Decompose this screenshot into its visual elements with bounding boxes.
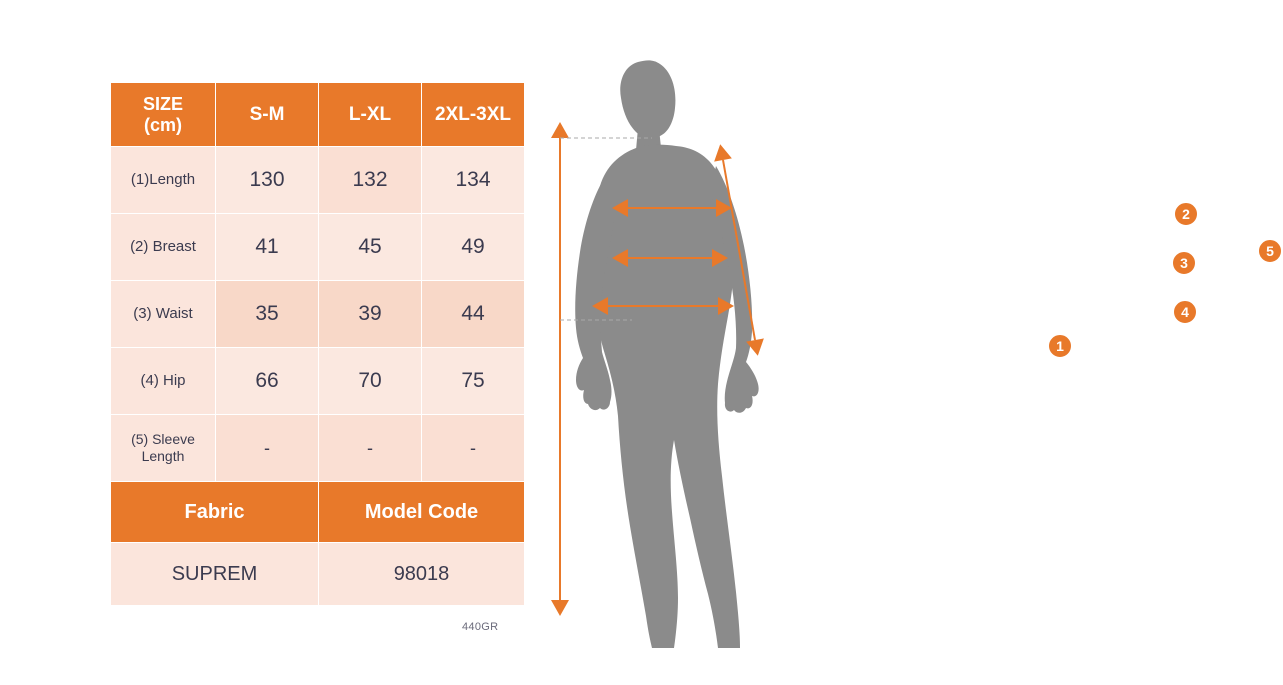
cell-hip-sm: 66 bbox=[216, 348, 319, 415]
badge-1-length: 1 bbox=[1047, 333, 1073, 359]
cell-sleeve-sm: - bbox=[216, 415, 319, 482]
cell-length-2xl3xl: 134 bbox=[422, 147, 525, 214]
size-table bbox=[110, 82, 525, 606]
row-label-length: (1)Length bbox=[111, 147, 216, 214]
cell-length-sm: 130 bbox=[216, 147, 319, 214]
cell-waist-sm: 35 bbox=[216, 281, 319, 348]
badge-3-waist: 3 bbox=[1171, 250, 1197, 276]
cell-waist-2xl3xl: 44 bbox=[422, 281, 525, 348]
cell-sleeve-2xl3xl: - bbox=[422, 415, 525, 482]
value-model-code: 98018 bbox=[319, 543, 525, 606]
row-label-breast: (2) Breast bbox=[111, 214, 216, 281]
table-row bbox=[111, 415, 525, 482]
header-model-code: Model Code bbox=[319, 482, 525, 543]
table-footer-value-row bbox=[111, 543, 525, 606]
badge-5-sleeve: 5 bbox=[1257, 238, 1283, 264]
table-header-row bbox=[111, 83, 525, 147]
table-row bbox=[111, 348, 525, 415]
figure-svg bbox=[520, 20, 870, 670]
badge-2-breast: 2 bbox=[1173, 201, 1199, 227]
header-l-xl: L-XL bbox=[319, 83, 422, 147]
header-fabric: Fabric bbox=[111, 482, 319, 543]
cell-hip-2xl3xl: 75 bbox=[422, 348, 525, 415]
model-figure bbox=[520, 20, 1274, 670]
table-footer-header-row bbox=[111, 482, 525, 543]
cell-hip-lxl: 70 bbox=[319, 348, 422, 415]
header-size-line2: (cm) bbox=[143, 114, 182, 135]
cell-length-lxl: 132 bbox=[319, 147, 422, 214]
table-row bbox=[111, 147, 525, 214]
cell-breast-lxl: 45 bbox=[319, 214, 422, 281]
header-size-cm bbox=[111, 83, 216, 147]
cell-sleeve-lxl: - bbox=[319, 415, 422, 482]
header-s-m: S-M bbox=[216, 83, 319, 147]
badge-4-hip: 4 bbox=[1172, 299, 1198, 325]
row-label-hip: (4) Hip bbox=[111, 348, 216, 415]
table-row bbox=[111, 281, 525, 348]
header-size-line1: SIZE bbox=[142, 94, 183, 115]
cell-breast-2xl3xl: 49 bbox=[422, 214, 525, 281]
row-label-sleeve-length: (5) Sleeve Length bbox=[111, 415, 216, 482]
cell-waist-lxl: 39 bbox=[319, 281, 422, 348]
fabric-weight-note: 440GR bbox=[462, 621, 499, 633]
header-2xl-3xl: 2XL-3XL bbox=[422, 83, 525, 147]
value-fabric: SUPREM bbox=[111, 543, 319, 606]
silhouette-icon bbox=[575, 60, 758, 648]
table-row bbox=[111, 214, 525, 281]
cell-breast-sm: 41 bbox=[216, 214, 319, 281]
row-label-waist: (3) Waist bbox=[111, 281, 216, 348]
